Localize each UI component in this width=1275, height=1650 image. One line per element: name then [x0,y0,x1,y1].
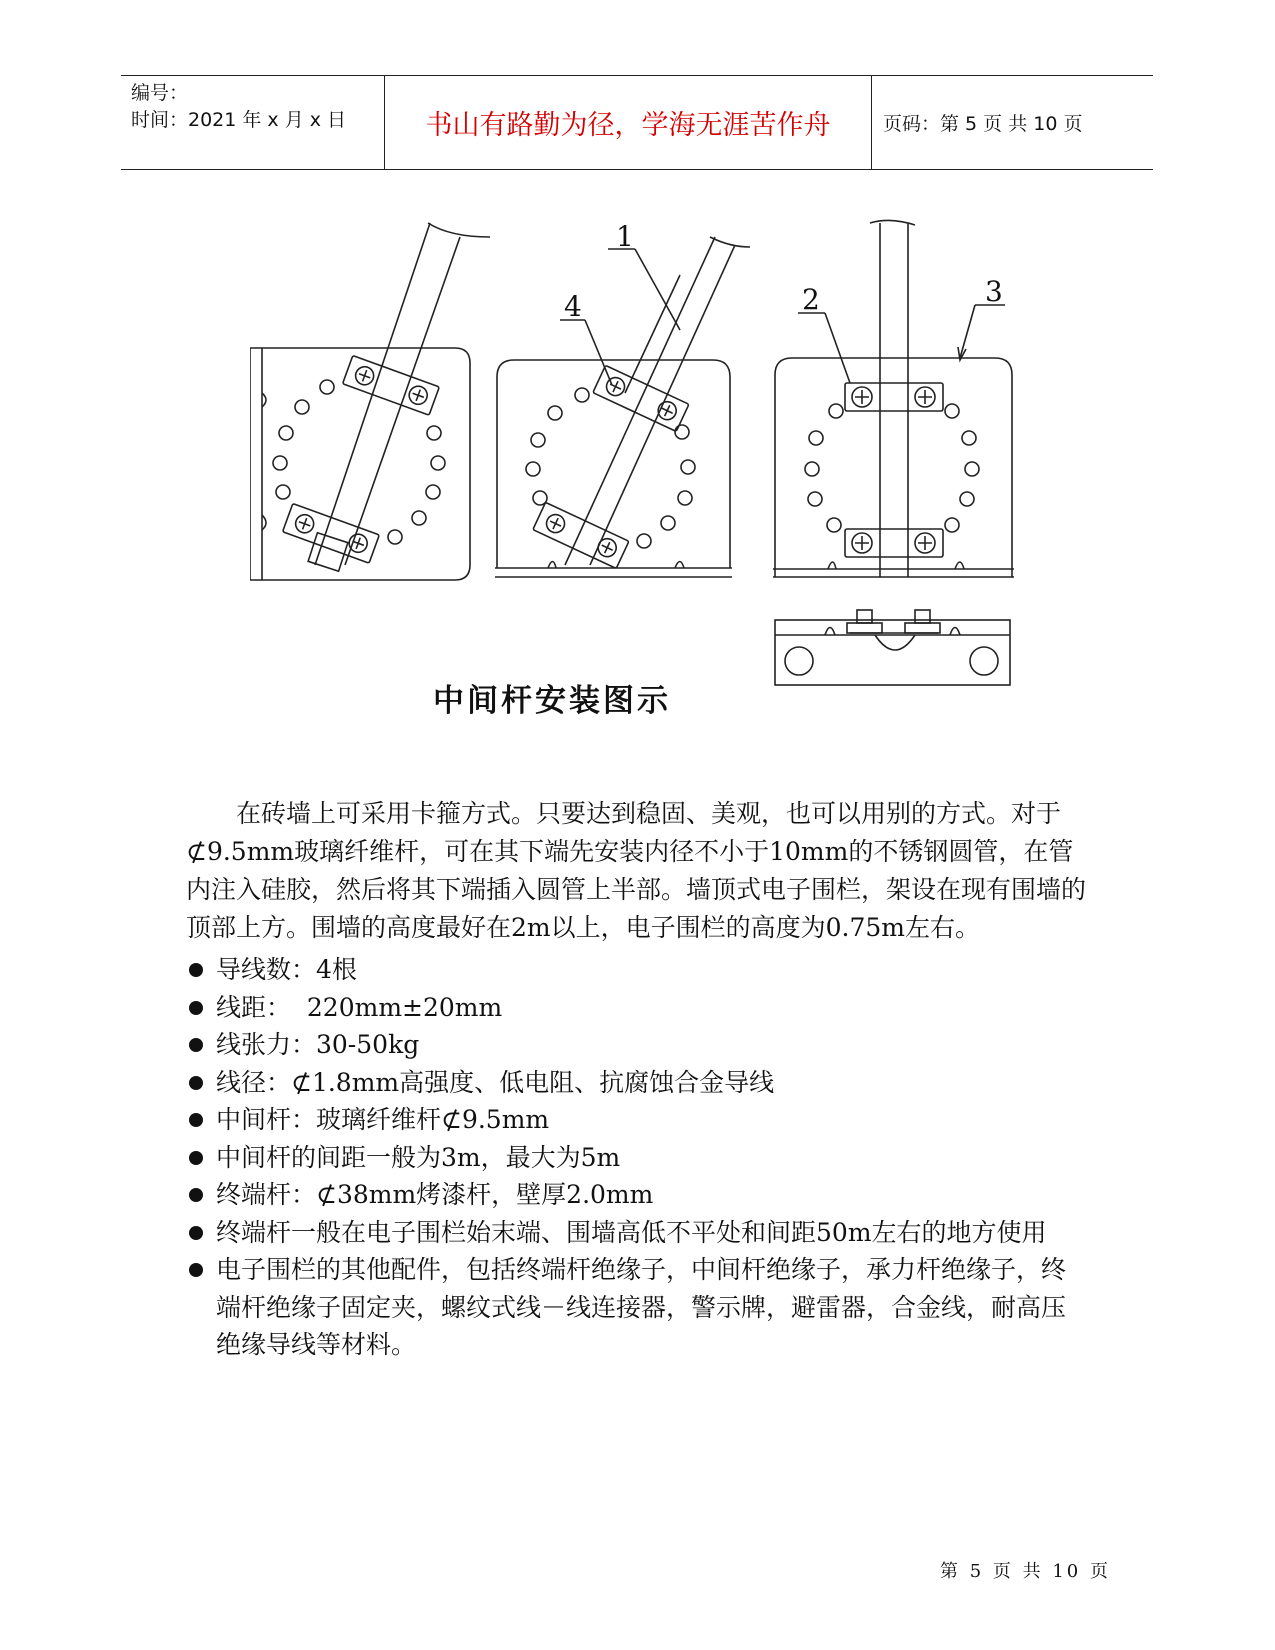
header-page-info: 页码：第 5 页 共 10 页 [883,113,1083,135]
plate-middle [495,237,750,577]
body-paragraph: 在砖墙上可采用卡箍方式。只要达到稳固、美观，也可以用别的方式。对于⊄9.5mm玻璃纤维杆，可在其下端先安装内径不小于10mm的不锈钢圆管，在管内注入硅胶，然后将其下端插入圆管上半部。墙顶式电子围栏，架设在现有围墙的顶部上方。围墙的高度最好在2m以上，电子围栏的高度为0.75m左右。 [186,799,1087,942]
list-item: 电子围栏的其他配件，包括终端杆绝缘子，中间杆绝缘子，承力杆绝缘子，终端杆绝缘子固定夹，螺纹式线－线连接器，警示牌，避雷器，合金线，耐高压绝缘导线等材料。 [186,1251,1086,1364]
list-item: 线张力：30-50kg [186,1026,1086,1064]
bullet-icon [189,1226,203,1240]
plate-left [250,223,490,580]
callout-1: 1 [616,220,634,253]
bullet-icon [189,1113,203,1127]
page-footer: 第 5 页 共 10 页 [940,1561,1111,1582]
bullet-icon [189,1001,203,1015]
bullet-icon [189,1038,203,1052]
serial-label: 编号： [131,82,189,104]
header-meta [121,76,385,169]
bullet-icon [189,1188,203,1202]
list-item: 中间杆：玻璃纤维杆⊄9.5mm [186,1101,1086,1139]
callout-3: 3 [985,275,1003,308]
figure-title: 中间杆安装图示 [433,683,671,719]
list-item: 线径：⊄1.8mm高强度、低电阻、抗腐蚀合金导线 [186,1064,1086,1102]
installation-drawing [250,215,1070,730]
list-item: 导线数：4根 [186,951,1086,989]
spec-list [186,951,1086,1364]
bullet-icon [189,1263,203,1277]
callout-4: 4 [564,290,582,323]
bullet-icon [189,1151,203,1165]
time-label: 时间：2021 年 x 月 x 日 [131,109,347,131]
installation-figure [250,215,1070,730]
body-content [186,795,1086,1364]
list-item: 中间杆的间距一般为3m，最大为5m [186,1139,1086,1177]
list-item: 终端杆一般在电子围栏始末端、围墙高低不平处和间距50m左右的地方使用 [186,1214,1086,1252]
callout-2: 2 [802,283,820,316]
page-header [121,75,1153,170]
bullet-icon [189,963,203,977]
header-motto: 书山有路勤为径，学海无涯苦作舟 [385,76,872,169]
list-item: 终端杆：⊄38mm烤漆杆，壁厚2.0mm [186,1176,1086,1214]
bullet-icon [189,1076,203,1090]
list-item: 线距： 220mm±20mm [186,989,1086,1027]
